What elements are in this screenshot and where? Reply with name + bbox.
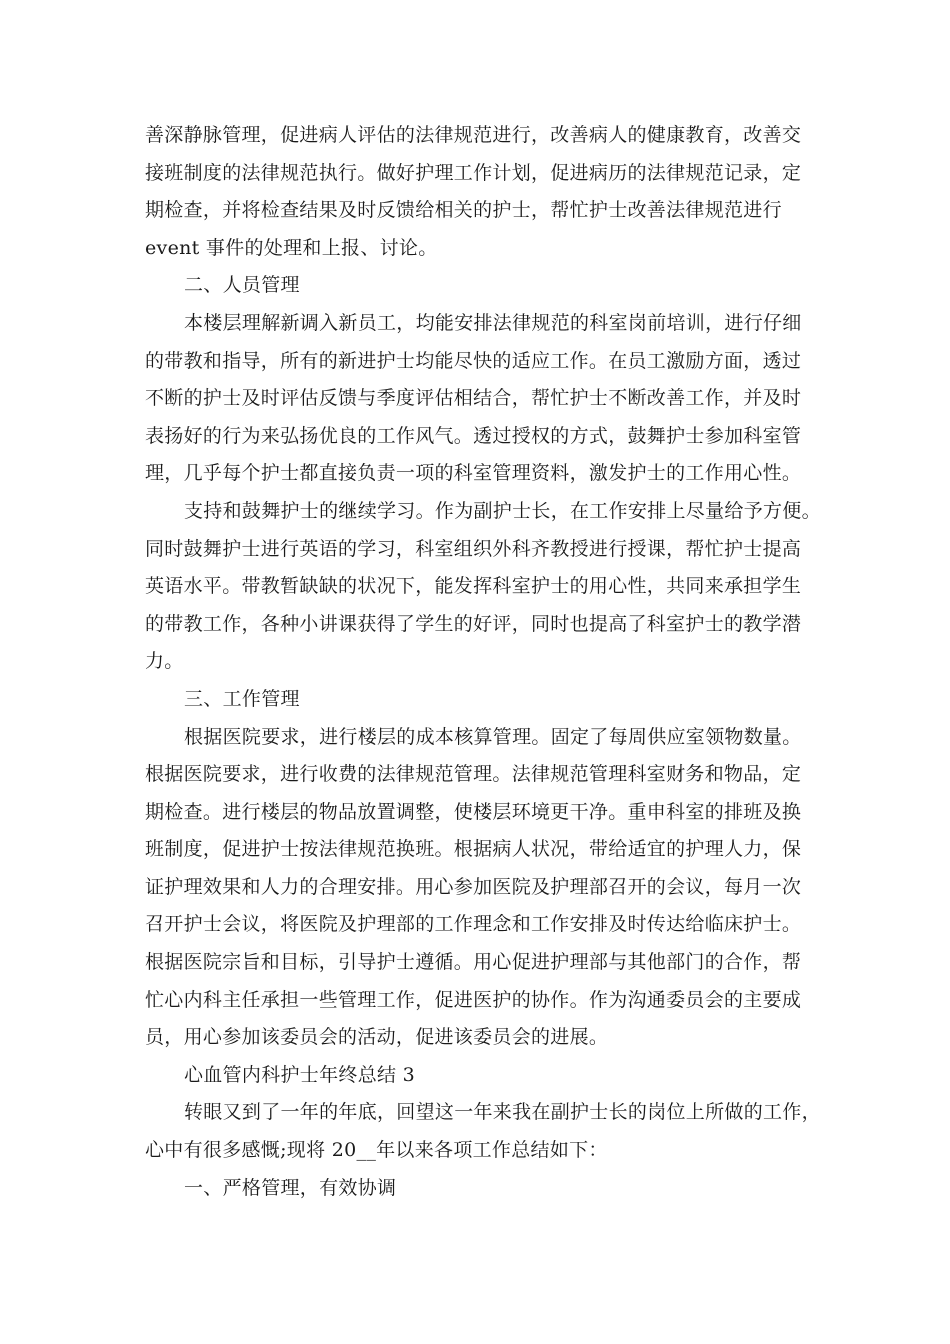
text-line-8: 不断的护士及时评估反馈与季度评估相结合，帮忙护士不断改善工作，并及时: [145, 387, 802, 410]
text-line-14: 的带教工作，各种小讲课获得了学生的好评，同时也提高了科室护士的教学潜: [145, 612, 802, 635]
text-line-6: 本楼层理解新调入新员工，均能安排法律规范的科室岗前培训，进行仔细: [184, 311, 802, 334]
text-line-4: event 事件的处理和上报、讨论。: [145, 236, 438, 259]
text-line-17: 根据医院要求，进行楼层的成本核算管理。固定了每周供应室领物数量。: [184, 725, 802, 748]
section-heading-personnel: 二、人员管理: [184, 274, 300, 297]
text-line-24: 忙心内科主任承担一些管理工作，促进医护的协作。作为沟通委员会的主要成: [145, 988, 802, 1011]
text-line-18: 根据医院要求，进行收费的法律规范管理。法律规范管理科室财务和物品，定: [145, 763, 802, 786]
text-line-13: 英语水平。带教暂缺缺的状况下，能发挥科室护士的用心性，共同来承担学生: [145, 575, 802, 598]
text-line-25: 员，用心参加该委员会的活动，促进该委员会的进展。: [145, 1026, 609, 1049]
text-line-7: 的带教和指导，所有的新进护士均能尽快的适应工作。在员工激励方面，透过: [145, 349, 802, 372]
text-line-28: 心中有很多感慨;现将 20__年以来各项工作总结如下：: [145, 1139, 608, 1162]
section-heading-work: 三、工作管理: [184, 687, 300, 710]
text-line-27: 转眼又到了一年的年底，回望这一年来我在副护士长的岗位上所做的工作，: [184, 1101, 821, 1124]
text-line-20: 班制度，促进护士按法律规范换班。根据病人状况，带给适宜的护理人力，保: [145, 838, 802, 861]
text-line-3: 期检查，并将检查结果及时反馈给相关的护士，帮忙护士改善法律规范进行: [145, 199, 782, 222]
text-line-12: 同时鼓舞护士进行英语的学习，科室组织外科齐教授进行授课，帮忙护士提高: [145, 537, 802, 560]
text-line-21: 证护理效果和人力的合理安排。用心参加医院及护理部召开的会议，每月一次: [145, 875, 802, 898]
text-line-22: 召开护士会议，将医院及护理部的工作理念和工作安排及时传达给临床护士。: [145, 913, 802, 936]
text-line-1: 善深静脉管理，促进病人评估的法律规范进行，改善病人的健康教育，改善交: [145, 124, 802, 146]
text-line-19: 期检查。进行楼层的物品放置调整，使楼层环境更干净。重申科室的排班及换: [145, 800, 802, 823]
text-line-10: 理，几乎每个护士都直接负责一项的科室管理资料，激发护士的工作用心性。: [145, 462, 802, 485]
text-line-23: 根据医院宗旨和目标，引导护士遵循。用心促进护理部与其他部门的合作，帮: [145, 951, 802, 974]
section-heading-strict-management: 一、严格管理，有效协调: [184, 1176, 397, 1199]
text-line-15: 力。: [145, 650, 184, 673]
text-line-9: 表扬好的行为来弘扬优良的工作风气。透过授权的方式，鼓舞护士参加科室管: [145, 424, 802, 447]
summary-title: 心血管内科护士年终总结 3: [184, 1063, 416, 1086]
document-body: [145, 117, 821, 1207]
text-line-11: 支持和鼓舞护士的继续学习。作为副护士长，在工作安排上尽量给予方便。: [184, 499, 821, 522]
text-line-2: 接班制度的法律规范执行。做好护理工作计划，促进病历的法律规范记录，定: [145, 161, 802, 184]
